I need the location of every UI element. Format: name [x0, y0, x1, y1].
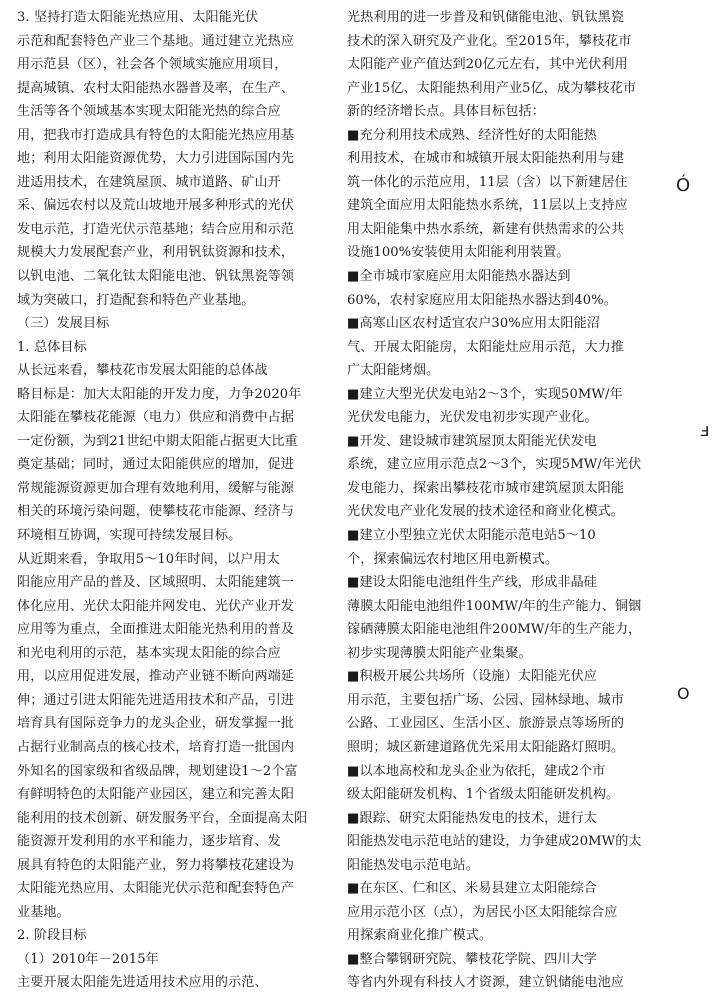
text-line: 阳能热发电示范电站。 — [347, 857, 479, 873]
text-line: 奠定基础；同时，通过太阳能供应的增加，促进 — [17, 457, 295, 473]
text-line: 广太阳能烤烟。 — [347, 363, 440, 379]
text-line: 用，把我市打造成具有特色的太阳能光热应用基 — [17, 127, 295, 143]
text-line: 气、开展太阳能房，太阳能灶应用示范，大力推 — [347, 339, 625, 355]
text-line: 用示范县（区），社会各个领域实施应用项目， — [17, 57, 288, 73]
text-line: 3. 坚持打造太阳能光热应用、太阳能光伏 — [17, 10, 259, 25]
text-line: 提高城镇、农村太阳能热水器普及率，在生产、 — [17, 80, 295, 96]
text-line: 照明；城区新建道路优先采用太阳能路灯照明。 — [347, 739, 625, 755]
text-line: 应用示范小区（点），为居民小区太阳能综合应 — [347, 904, 618, 920]
text-line: 从长远来看，攀枝花市发展太阳能的总体战 — [17, 363, 268, 379]
text-line: ■开发、建设城市建筑屋顶太阳能光伏发电 — [347, 433, 597, 449]
text-line: （1）2010年－2015年 — [17, 951, 159, 967]
text-line: 用探索商业化推广模式。 — [347, 928, 493, 944]
text-line: 新的经济增长点。具体目标包括： — [347, 104, 545, 120]
text-line: 体化应用、光伏太阳能并网发电、光伏产业开发 — [17, 598, 295, 614]
text-line: 系统，建立应用示范点2～3个，实现5MW/年光伏 — [347, 457, 642, 473]
text-line: 业基地。 — [17, 904, 70, 920]
text-line: ■建立小型独立光伏太阳能示范电站5～10 — [347, 528, 596, 544]
text-line: ■全市城市家庭应用太阳能热水器达到 — [347, 269, 571, 285]
text-line: 用，以应用促进发展，推动产业链不断向两端延 — [17, 669, 295, 685]
text-line: ■积极开展公共场所（设施）太阳能光伏应 — [347, 669, 597, 685]
text-line: 个，探索偏远农村地区用电新模式。 — [347, 551, 559, 567]
text-line: ■在东区、仁和区、米易县建立太阳能综合 — [347, 881, 597, 897]
text-line: 相关的环境污染问题，使攀枝花市能源、经济与 — [17, 504, 295, 520]
text-line: 阳能热发电示范电站的建设，力争建成20MW的太 — [347, 834, 642, 850]
text-line: 2. 阶段目标 — [17, 928, 87, 944]
text-line: 用太阳能集中热水系统，新建有供热需求的公共 — [347, 221, 625, 237]
text-line: 规模大力发展配套产业，利用钒钛资源和技术， — [17, 245, 295, 261]
right-text-column — [347, 6, 667, 995]
text-line: 光伏发电产业化发展的技术途径和商业化模式。 — [347, 504, 625, 520]
margin-mark-bottom: O — [677, 684, 690, 703]
text-line: 用示范，主要包括广场、公园、园林绿地、城市 — [347, 692, 625, 708]
text-line: 示范和配套特色产业三个基地。通过建立光热应 — [17, 33, 295, 49]
text-line: 1. 总体目标 — [17, 339, 87, 355]
text-line: 主要开展太阳能先进适用技术应用的示范、 — [17, 975, 268, 991]
text-line: 环境相互协调，实现可持续发展目标。 — [17, 528, 242, 544]
text-line: （三）发展目标 — [17, 316, 110, 332]
text-line: 和光电利用的示范，基本实现太阳能的综合应 — [17, 645, 281, 661]
text-line: 利用技术，在城市和城镇开展太阳能热利用与建 — [347, 151, 625, 167]
text-line: ■充分利用技术成熟、经济性好的太阳能热 — [347, 127, 597, 143]
text-line: 域为突破口，打造配套和特色产业基地。 — [17, 292, 255, 308]
text-line: ■跟踪、研究太阳能热发电的技术，进行太 — [347, 810, 597, 826]
text-line: 有鲜明特色的太阳能产业园区，建立和完善太阳 — [17, 787, 295, 803]
text-line: 培育具有国际竞争力的龙头企业，研发掌握一批 — [17, 716, 295, 732]
text-line: 60%，农村家庭应用太阳能热水器达到40%。 — [347, 292, 617, 308]
left-text-column — [17, 6, 337, 995]
text-line: 产业15亿、太阳能热利用产业5亿，成为攀枝花市 — [347, 80, 637, 96]
text-line: 太阳能产业产值达到20亿元左右，其中光伏利用 — [347, 57, 628, 73]
text-line: 筑一体化的示范应用，11层（含）以下新建居住 — [347, 174, 628, 190]
text-line: ■高寒山区农村适宜农户30%应用太阳能沼 — [347, 316, 600, 332]
text-line: 级太阳能研发机构、1个省级太阳能研发机构。 — [347, 787, 620, 803]
text-line: 展具有特色的太阳能产业，努力将攀枝花建设为 — [17, 857, 295, 873]
text-line: 薄膜太阳能电池组件100MW/年的生产能力、铜铟 — [347, 598, 642, 614]
text-line: 伸；通过引进太阳能先进适用技术和产品，引进 — [17, 692, 295, 708]
text-line: 地；利用太阳能资源优势，大力引进国际国内先 — [17, 151, 295, 167]
text-line: 能利用的技术创新、研发服务平台，全面提高太阳 — [17, 810, 308, 826]
text-line: 常规能源资源更加合理有效地利用，缓解与能源 — [17, 480, 295, 496]
text-line: 发电能力，探索出攀枝花市城市建筑屋顶太阳能 — [347, 480, 625, 496]
text-line: 从近期来看，争取用5～10年时间，以户用太 — [17, 551, 280, 567]
text-line: 镓硒薄膜太阳能电池组件200MW/年的生产能力， — [347, 622, 642, 638]
text-line: ■以本地高校和龙头企业为依托，建成2个市 — [347, 763, 606, 779]
text-line: 进适用技术，在建筑屋顶、城市道路、矿山开 — [17, 174, 281, 190]
text-line: 发电示范，打造光伏示范基地；结合应用和示范 — [17, 221, 295, 237]
text-line: 初步实现薄膜太阳能产业集聚。 — [347, 645, 532, 661]
text-line: 太阳能光热应用、太阳能光伏示范和配套特色产 — [17, 881, 295, 897]
text-line: 应用等为重点，全面推进太阳能光热利用的普及 — [17, 622, 295, 638]
margin-mark-middle: ⅎ — [700, 420, 710, 441]
text-line: 能资源开发利用的水平和能力，逐步培育、发 — [17, 834, 281, 850]
text-line: 外知名的国家级和省级品牌，规划建设1～2个富 — [17, 763, 298, 779]
text-line: 公路、工业园区、生活小区、旅游景点等场所的 — [347, 716, 625, 732]
margin-mark-top: Ó — [676, 175, 691, 196]
text-line: 光伏发电能力，光伏发电初步实现产业化。 — [347, 410, 598, 426]
text-line: ■建设太阳能电池组件生产线，形成非晶硅 — [347, 575, 597, 591]
text-line: 采、偏远农村以及荒山坡地开展多种形式的光伏 — [17, 198, 295, 214]
text-line: 占据行业制高点的核心技术，培育打造一批国内 — [17, 739, 295, 755]
text-line: 一定份额，为到21世纪中期太阳能占据更大比重 — [17, 433, 298, 449]
text-line: 以钒电池、二氧化钛太阳能电池、钒钛黑瓷等领 — [17, 269, 295, 285]
text-line: 建筑全面应用太阳能热水系统，11层以上支持应 — [347, 198, 628, 214]
text-line: 设施100%安装使用太阳能利用装置。 — [347, 245, 570, 261]
text-line: 光热利用的进一步普及和钒储能电池、钒钛黑瓷 — [347, 10, 625, 25]
text-line: 技术的深入研究及产业化。至2015年，攀枝花市 — [347, 33, 632, 49]
text-line: 等省内外现有科技人才资源，建立钒储能电池应 — [347, 975, 625, 991]
text-line: 阳能应用产品的普及、区域照明、太阳能建筑一 — [17, 575, 295, 591]
text-line: ■建立大型光伏发电站2～3个，实现50MW/年 — [347, 386, 623, 402]
text-line: ■整合攀钢研究院、攀枝花学院、四川大学 — [347, 951, 597, 967]
text-line: 略目标是：加大太阳能的开发力度，力争2020年 — [17, 386, 302, 402]
text-line: 生活等各个领域基本实现太阳能光热的综合应 — [17, 104, 281, 120]
text-line: 太阳能在攀枝花能源（电力）供应和消费中占据 — [17, 410, 295, 426]
